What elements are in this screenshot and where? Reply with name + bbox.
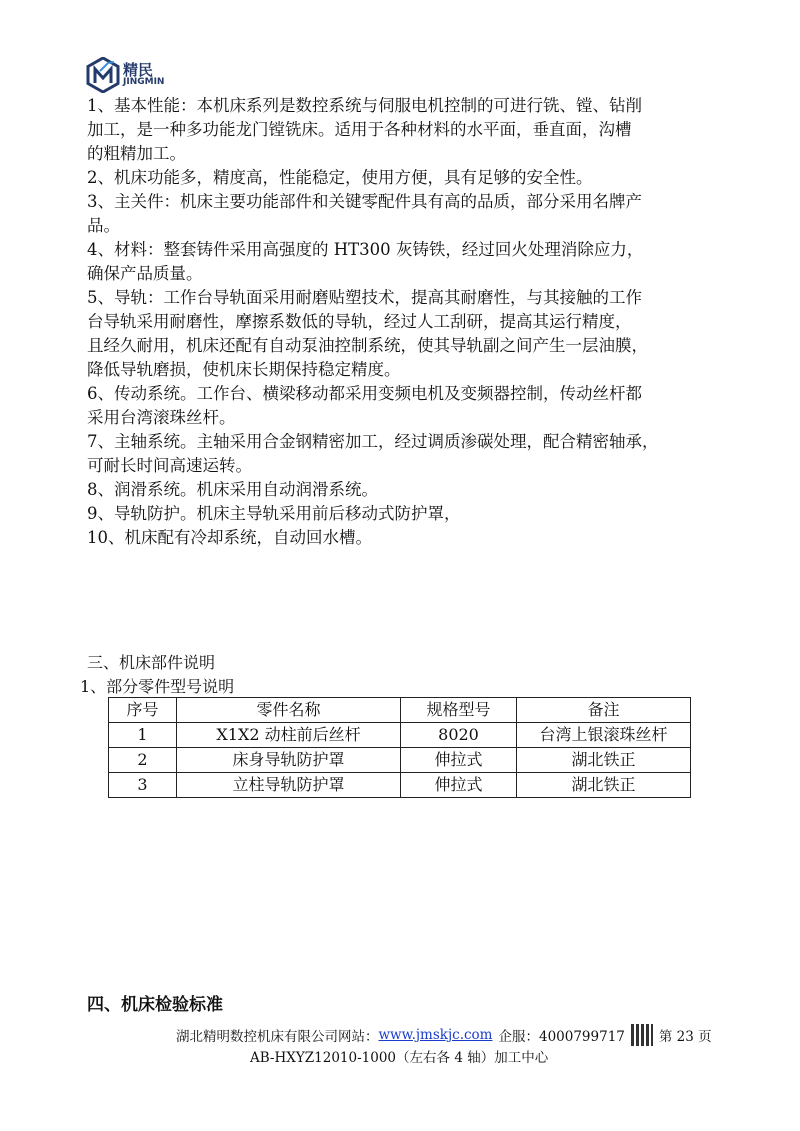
text-line: 品。: [87, 216, 120, 235]
header-cell: 零件名称: [177, 698, 401, 723]
footer-company: 湖北精明数控机床有限公司网站：: [176, 1029, 379, 1045]
subsection-heading: 1、部分零件型号说明: [80, 677, 235, 696]
header-cell: 规格型号: [401, 698, 517, 723]
table-cell: 3: [109, 773, 177, 798]
header-cell: 序号: [109, 698, 177, 723]
section-heading: 三、机床部件说明: [87, 653, 216, 672]
table-row: [109, 748, 691, 773]
text-line: 5、导轨：工作台导轨面采用耐磨贴塑技术，提高其耐磨性，与其接触的工作: [87, 288, 642, 307]
table-row: [109, 773, 691, 798]
footer-model: AB-HXYZ12010-1000（左右各 4 轴）加工中心: [250, 1050, 549, 1066]
text-line: 台导轨采用耐磨性，摩擦系数低的导轨，经过人工刮研，提高其运行精度，: [87, 312, 632, 331]
page-number: 第 23 页: [658, 1029, 712, 1045]
text-line: 2、机床功能多，精度高，性能稳定，使用方便，具有足够的安全性。: [87, 168, 593, 187]
table-cell: 立柱导轨防护罩: [177, 773, 401, 798]
table-cell: 2: [109, 748, 177, 773]
footer-service: 企服：4000799717: [498, 1029, 625, 1045]
table-cell: 伸拉式: [401, 773, 517, 798]
text-line: 且经久耐用，机床还配有自动泵油控制系统，使其导轨副之间产生一层油膜，: [87, 336, 648, 355]
logo-hexagon-icon: [86, 57, 120, 93]
qr-code-icon: [631, 1024, 653, 1046]
text-line: 4、材料：整套铸件采用高强度的 HT300 灰铸铁，经过回火处理消除应力，: [87, 240, 644, 259]
table-row: [109, 723, 691, 748]
text-line: 3、主关件：机床主要功能部件和关键零配件具有高的品质，部分采用名牌产: [87, 192, 642, 211]
table-header-row: [109, 698, 691, 723]
text-line: 可耐长时间高速运转。: [87, 456, 252, 475]
text-line: 1、基本性能：本机床系列是数控系统与伺服电机控制的可进行铣、镗、钻削: [87, 96, 642, 115]
text-line: 9、导轨防护。机床主导轨采用前后移动式防护罩，: [87, 504, 461, 523]
text-line: 6、传动系统。工作台、横梁移动都采用变频电机及变频器控制，传动丝杆都: [87, 384, 642, 403]
text-line: 的粗精加工。: [87, 144, 186, 163]
header-cell: 备注: [517, 698, 691, 723]
table-cell: 伸拉式: [401, 748, 517, 773]
body-text: [87, 94, 727, 550]
table-cell: 湖北铁正: [517, 748, 691, 773]
logo-en: JINGMIN: [123, 77, 165, 87]
text-line: 加工，是一种多功能龙门镗铣床。适用于各种材料的水平面，垂直面，沟槽: [87, 120, 632, 139]
table-cell: 湖北铁正: [517, 773, 691, 798]
text-line: 确保产品质量。: [87, 264, 203, 283]
company-logo: [86, 56, 196, 94]
table-cell: X1X2 动柱前后丝杆: [177, 723, 401, 748]
logo-cn: 精民: [123, 61, 154, 79]
text-line: 7、主轴系统。主轴采用合金钢精密加工，经过调质渗碳处理，配合精密轴承，: [87, 432, 659, 451]
table-cell: 台湾上银滚珠丝杆: [517, 723, 691, 748]
section-heading: 四、机床检验标准: [87, 995, 223, 1015]
table-cell: 床身导轨防护罩: [177, 748, 401, 773]
table-cell: 8020: [401, 723, 517, 748]
text-line: 10、机床配有冷却系统，自动回水槽。: [87, 528, 372, 547]
website-link[interactable]: www.jmskjc.com: [378, 1027, 493, 1043]
table-cell: 1: [109, 723, 177, 748]
text-line: 采用台湾滚珠丝杆。: [87, 408, 236, 427]
parts-table: [108, 697, 691, 798]
text-line: 8、润滑系统。机床采用自动润滑系统。: [87, 480, 378, 499]
text-line: 降低导轨磨损，使机床长期保持稳定精度。: [87, 360, 401, 379]
footer-line: [176, 1024, 712, 1046]
